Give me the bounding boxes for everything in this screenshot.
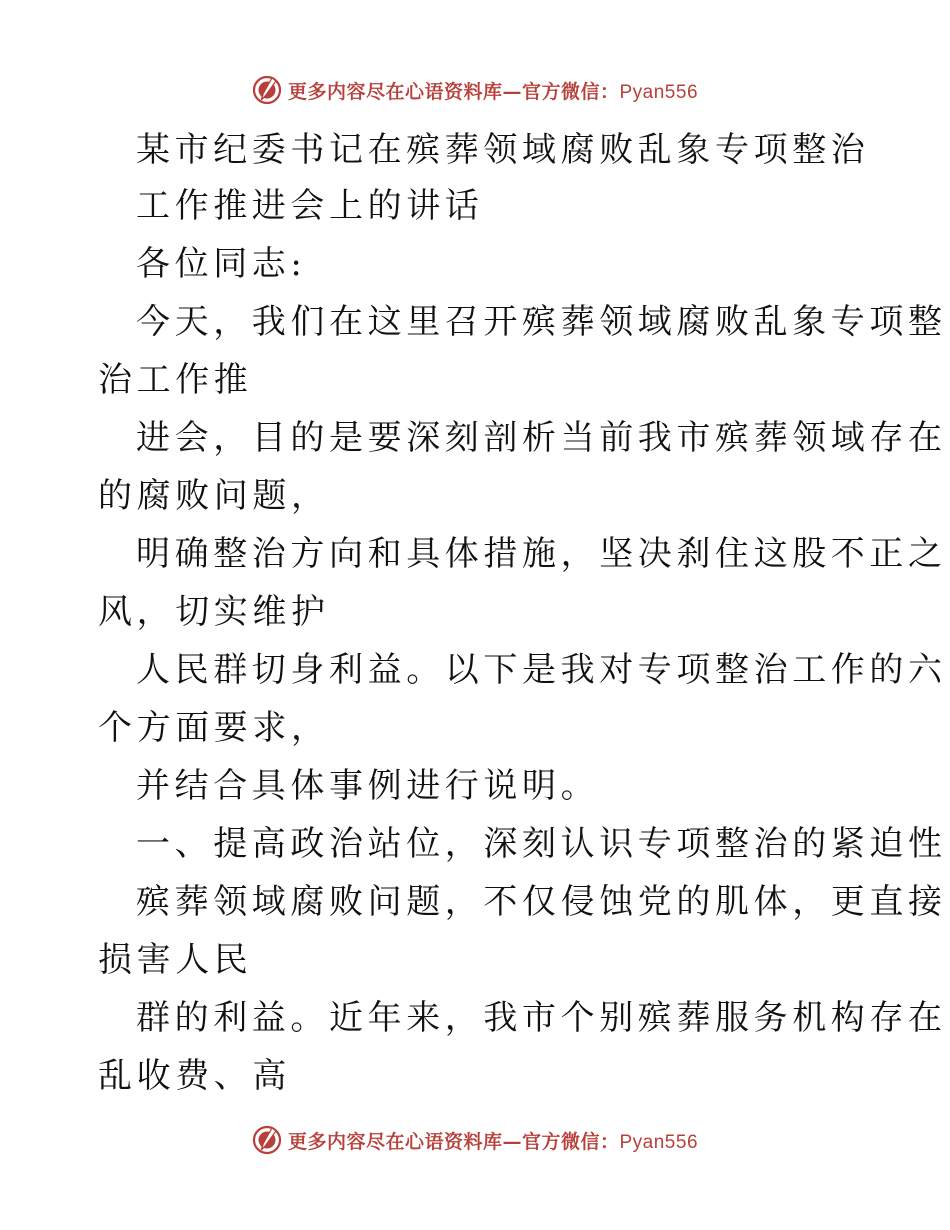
paragraph-line: 殡葬领域腐败问题，不仅侵蚀党的肌体，更直接 (136, 882, 947, 922)
wechat-id: Pyan556 (619, 1131, 699, 1153)
title-line-2: 工作推进会上的讲话 (136, 186, 484, 226)
paragraph-line: 人民群切身利益。以下是我对专项整治工作的六 (136, 650, 947, 690)
banner-label: 更多内容尽在心语资料库—官方微信： (287, 80, 620, 103)
banner-label: 更多内容尽在心语资料库—官方微信： (287, 1130, 620, 1153)
paragraph-line: 个方面要求， (98, 708, 330, 748)
quill-logo-icon (252, 1125, 282, 1155)
paragraph-line: 今天，我们在这里召开殡葬领域腐败乱象专项整 (136, 302, 947, 342)
banner-text (288, 77, 698, 104)
title-line-1: 某市纪委书记在殡葬领域腐败乱象专项整治 (136, 130, 870, 170)
paragraph-line: 进会，目的是要深刻剖析当前我市殡葬领域存在 (136, 418, 947, 458)
paragraph-line: 损害人民 (98, 940, 253, 980)
paragraph-line: 群的利益。近年来，我市个别殡葬服务机构存在 (136, 998, 947, 1038)
paragraph-line: 明确整治方向和具体措施，坚决刹住这股不正之 (136, 534, 947, 574)
banner-text (288, 1127, 698, 1154)
paragraph-line: 的腐败问题， (98, 476, 330, 516)
paragraph-line: 治工作推 (98, 360, 253, 400)
paragraph-line: 并结合具体事例进行说明。 (136, 766, 600, 806)
quill-logo-icon (252, 75, 282, 105)
footer-banner (0, 1123, 950, 1157)
paragraph-line: 风，切实维护 (98, 592, 330, 632)
wechat-id: Pyan556 (619, 81, 699, 103)
paragraph-line: 乱收费、高 (98, 1056, 291, 1096)
header-banner (0, 73, 950, 107)
section-heading: 一、提高政治站位，深刻认识专项整治的紧迫性 (136, 824, 947, 864)
salutation: 各位同志: (136, 244, 307, 284)
